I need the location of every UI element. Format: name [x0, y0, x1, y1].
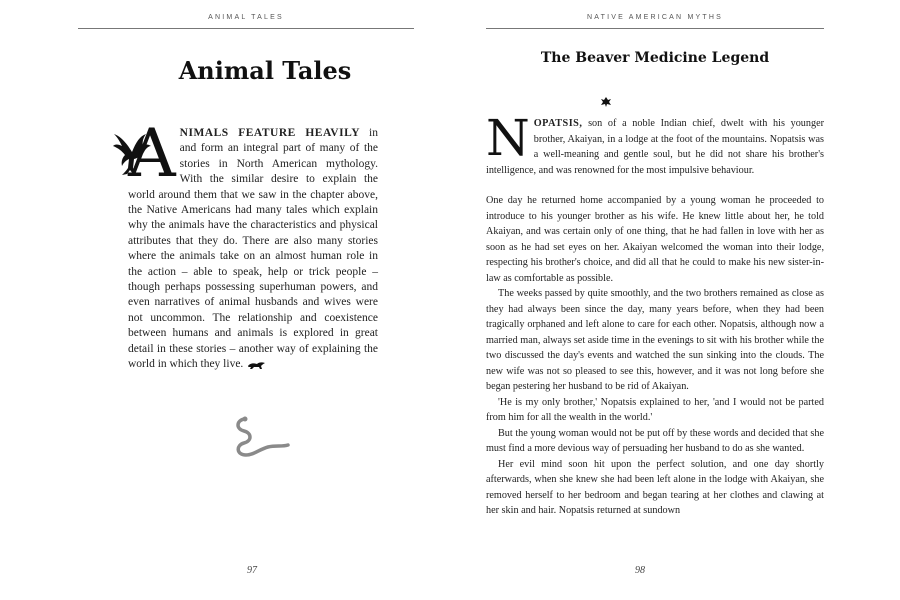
story-paragraph: One day he returned home accompanied by a young woman he proceeded to introduce to his younger brother as his wife. He knew little about her, he told Akaiyan, and was certain only of one thing, that he had fallen in love with her as soon as he had set eyes on her. Akaiyan welcomed the woman into their lodge, respecting his brother's choice, and did all that he could to make his new sister-in-law as comfortable as possible.	[486, 195, 824, 284]
chapter-intro-text	[128, 115, 378, 373]
story-title: The Beaver Medicine Legend	[540, 50, 770, 66]
story-lead-in: OPATSIS,	[533, 118, 583, 129]
page-number-left: 97	[247, 565, 257, 576]
page-number-right: 98	[635, 565, 645, 576]
chapter-title: Animal Tales	[178, 56, 352, 85]
story-first-paragraph	[486, 109, 824, 178]
story-paragraph: But the young woman would not be put off by these words and decided that she must find a more devious way of persuading her husband to do as she wanted.	[486, 427, 824, 454]
story-text	[486, 109, 824, 519]
running-head-right: NATIVE AMERICAN MYTHS	[486, 14, 824, 29]
animal-tailpiece-icon	[246, 359, 266, 370]
running-head-left: ANIMAL TALES	[78, 14, 414, 29]
lead-in: NIMALS FEATURE HEAVILY	[179, 127, 360, 139]
story-paragraph: 'He is my only brother,' Nopatsis explained to her, 'and I would not be parted from him for all the wealth in the world.'	[486, 396, 824, 423]
first-paragraph-body: son of a noble Indian chief, dwelt with his younger brother, Akaiyan, in a lodge at the foot of the mountains. Nopatsis was a well-meaning and gentle soul, but he did not share his brother's intelligence, and was renowned for the most impulsive behaviour.	[486, 118, 824, 176]
snake-icon	[232, 415, 292, 461]
drop-cap-n: N	[486, 109, 530, 167]
beaver-fleuron-icon	[600, 96, 612, 108]
story-paragraph: Her evil mind soon hit upon the perfect solution, and one day shortly afterwards, when she knew she had been left alone in the lodge with Akaiyan, she removed herself to her bedroom and began tearing at her clothes and clawing at her skin and hair. Nopatsis returned at sundown	[486, 458, 824, 516]
intro-body: in and form an integral part of many of the stories in North American mythology. With the similar desire to explain the world around them that we saw in the chapter above, the Native Americans had many tales which explain why the animals have the characteristics and physical attributes that they do. There are also many stories where the animals take on an almost human role in the action – able to speak, help or trick people – though perhaps possessing superhuman powers, and even narratives of animal husbands and wives were not uncommon. The relationship and coexistence between humans and animals is explored in great detail in these stories – another way of explaining the world in which they live.	[128, 127, 378, 371]
drop-cap-a: A	[128, 115, 176, 192]
story-paragraph: The weeks passed by quite smoothly, and the two brothers remained as close as they had always been since the day, many years before, when they had been tragically orphaned and left alone to care for each other. Nopatsis, although now a married man, always set aside time in the evenings to sit with his brother while the two discussed the day's events and watched the sun sinking into the clouds. The new wife was not so pleased to see this, however, and it was not long before she began pestering her husband to be rid of Akaiyan.	[486, 288, 824, 392]
right-page	[450, 0, 900, 600]
